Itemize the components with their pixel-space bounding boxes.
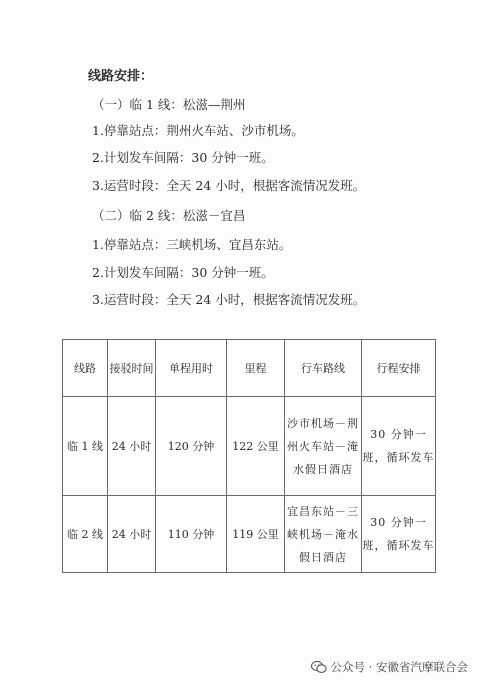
cell-connect-time: 24 小时 [108,397,156,496]
route1-interval: 2.计划发车间隔：30 分钟一班。 [92,150,274,165]
cell-route-path: 宜昌东站－三峡机场－淹水假日酒店 [285,496,362,573]
route1-title: （一）临 1 线：松滋—荆州 [92,97,246,112]
route2-hours: 3.运营时段：全天 24 小时，根据客流情况发班。 [92,292,366,307]
wechat-icon [311,660,327,674]
cell-route: 临 2 线 [63,496,108,573]
route2-interval: 2.计划发车间隔：30 分钟一班。 [92,265,274,280]
route-table [62,339,436,573]
watermark-text: 公众号 · 安徽省汽摩联合会 [330,660,468,674]
cell-schedule: 30 分钟一班，循环发车 [362,496,436,573]
route1-stops: 1.停靠站点：荆州火车站、沙市机场。 [92,123,304,138]
header-connect-time: 接驳时间 [108,340,156,397]
cell-route: 临 1 线 [63,397,108,496]
header-schedule: 行程安排 [362,340,436,397]
cell-schedule: 30 分钟一班，循环发车 [362,397,436,496]
cell-route-path: 沙市机场－荆州火车站－淹水假日酒店 [285,397,362,496]
cell-distance: 122 公里 [227,397,285,496]
route2-title: （二）临 2 线：松滋－宜昌 [92,208,246,223]
header-route: 线路 [63,340,108,397]
table-row [63,496,436,573]
header-route-path: 行车路线 [285,340,362,397]
cell-distance: 119 公里 [227,496,285,573]
route1-hours: 3.运营时段：全天 24 小时，根据客流情况发班。 [92,178,366,193]
wechat-watermark [311,659,468,675]
table-header-row [63,340,436,397]
cell-connect-time: 24 小时 [108,496,156,573]
route2-stops: 1.停靠站点：三峡机场、宜昌东站。 [92,237,292,252]
header-distance: 里程 [227,340,285,397]
header-single-trip: 单程用时 [156,340,227,397]
cell-single-trip: 110 分钟 [156,496,227,573]
cell-single-trip: 120 分钟 [156,397,227,496]
section-heading: 线路安排： [88,69,154,84]
table-row [63,397,436,496]
